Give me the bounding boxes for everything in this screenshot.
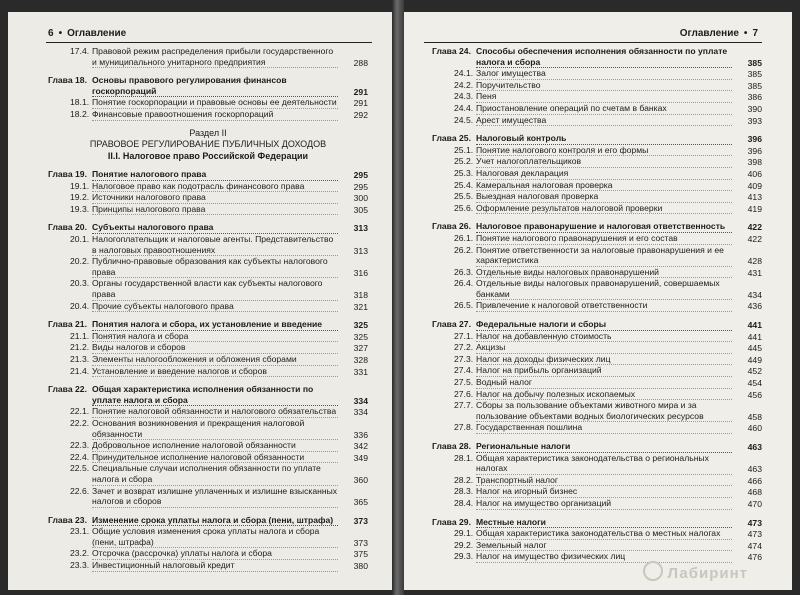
- toc-item[interactable]: [432, 475, 762, 487]
- toc-text: Правовой режим распределения прибыли государственного и муниципального унитарного предприятия: [92, 46, 338, 68]
- toc-item[interactable]: [48, 418, 368, 440]
- toc-item[interactable]: [48, 256, 368, 278]
- toc-number: 26.1.: [454, 232, 474, 243]
- toc-item[interactable]: [432, 80, 762, 92]
- toc-item[interactable]: [432, 498, 762, 510]
- toc-number: 24.2.: [454, 79, 474, 90]
- toc-chapter[interactable]: [432, 441, 762, 453]
- toc-number: 27.1.: [454, 330, 474, 341]
- toc-item[interactable]: [48, 331, 368, 343]
- toc-number: 24.5.: [454, 114, 474, 125]
- toc-chapter[interactable]: [48, 319, 368, 331]
- toc-text: Общая характеристика законодательства о местных налогах: [476, 528, 732, 540]
- toc-text: Налог на имущество физических лиц: [476, 551, 732, 563]
- toc-number: 22.5.: [70, 463, 90, 474]
- toc-number: 25.5.: [454, 191, 474, 202]
- toc-gap: [48, 121, 368, 128]
- toc-text: Акцизы: [476, 342, 732, 354]
- toc-number: 24.1.: [454, 68, 474, 79]
- toc-number: 21.4.: [70, 365, 90, 376]
- toc-gap: [48, 68, 368, 75]
- toc-page-number: 441: [747, 320, 762, 331]
- toc-item[interactable]: [432, 191, 762, 203]
- toc-text: Виды налогов и сборов: [92, 342, 338, 354]
- toc-number: Глава 19.: [48, 169, 87, 180]
- toc-text: Понятия налога и сбора, их установление и введение: [92, 319, 338, 331]
- section-heading: Раздел II: [189, 127, 227, 138]
- toc-item[interactable]: [432, 300, 762, 312]
- toc-page-number: 318: [353, 290, 368, 300]
- toc-chapter[interactable]: [432, 221, 762, 233]
- toc-number: Глава 23.: [48, 514, 87, 525]
- toc-number: 22.1.: [70, 406, 90, 417]
- toc-number: 28.4.: [454, 497, 474, 508]
- toc-number: 25.6.: [454, 202, 474, 213]
- toc-number: Глава 24.: [432, 46, 471, 56]
- toc-page-number: 398: [747, 157, 762, 168]
- toc-page-number: 288: [353, 57, 368, 68]
- toc-page-number: 454: [747, 378, 762, 389]
- toc-text: Государственная пошлина: [476, 422, 732, 434]
- toc-number: 18.2.: [70, 108, 90, 119]
- toc-gap: [48, 162, 368, 169]
- toc-text: Оформление результатов налоговой проверки: [476, 203, 732, 215]
- toc-text: Понятие госкорпорации и правовые основы ее деятельности: [92, 97, 337, 108]
- toc-page-number: 463: [747, 442, 762, 452]
- toc-number: 28.2.: [454, 474, 474, 485]
- toc-number: 25.2.: [454, 156, 474, 167]
- toc-chapter[interactable]: [48, 75, 368, 97]
- toc-number: Глава 20.: [48, 222, 87, 233]
- toc-page-number: 460: [747, 423, 762, 434]
- toc-item[interactable]: [432, 377, 762, 389]
- toc-page-number: 441: [747, 331, 762, 342]
- toc-text: Учет налогоплательщиков: [476, 156, 732, 168]
- toc-page-number: 466: [747, 475, 762, 486]
- toc-item[interactable]: [432, 91, 762, 103]
- toc-page-number: 470: [747, 498, 762, 509]
- toc-text: Налог на добычу полезных ископаемых: [476, 389, 732, 401]
- toc-page-number: 305: [353, 204, 368, 215]
- toc-text: Налог на доходы физических лиц: [476, 354, 732, 366]
- toc-number: 19.2.: [70, 192, 90, 203]
- toc-number: 22.6.: [70, 485, 90, 496]
- toc-item[interactable]: [432, 365, 762, 377]
- toc-item[interactable]: [432, 168, 762, 180]
- right-page: [404, 12, 792, 590]
- left-page-title: Оглавление: [67, 28, 127, 39]
- toc-item[interactable]: [432, 103, 762, 115]
- toc-text: Водный налог: [476, 377, 732, 389]
- toc-item[interactable]: [48, 366, 368, 378]
- right-toc: [432, 46, 762, 563]
- toc-page-number: 396: [747, 134, 762, 145]
- toc-item[interactable]: [432, 278, 762, 300]
- toc-page-number: 295: [353, 170, 368, 181]
- toc-number: 20.4.: [70, 300, 90, 311]
- toc-item[interactable]: [48, 354, 368, 366]
- toc-text: Публично-правовые образования как субъекты налогового права: [92, 256, 338, 278]
- toc-gap: [432, 434, 762, 441]
- toc-number: 25.4.: [454, 179, 474, 190]
- toc-text: Камеральная налоговая проверка: [476, 180, 732, 192]
- toc-chapter[interactable]: [48, 384, 368, 406]
- watermark-text: Лабиринт: [667, 565, 748, 582]
- toc-gap: [48, 377, 368, 384]
- toc-item[interactable]: [48, 342, 368, 354]
- toc-text: Общая характеристика законодательства о региональных налогах: [476, 453, 732, 475]
- toc-page-number: 458: [747, 411, 762, 422]
- owl-logo-icon: [643, 561, 663, 581]
- toc-text: Налоговое правонарушение и налоговая ответственность: [476, 221, 732, 233]
- toc-text: Поручительство: [476, 80, 732, 92]
- toc-text: Понятие налогового контроля и его формы: [476, 145, 732, 157]
- toc-gap: [48, 508, 368, 515]
- toc-item[interactable]: [432, 203, 762, 215]
- toc-item[interactable]: [432, 331, 762, 343]
- toc-page-number: 300: [353, 193, 368, 204]
- toc-item[interactable]: [432, 453, 762, 475]
- toc-number: 23.2.: [70, 548, 90, 559]
- toc-number: 29.2.: [454, 539, 474, 550]
- toc-item[interactable]: [48, 440, 368, 452]
- toc-text: Арест имущества: [476, 115, 732, 127]
- toc-item[interactable]: [48, 109, 368, 121]
- toc-item[interactable]: [432, 68, 762, 80]
- toc-number: 20.3.: [70, 278, 90, 289]
- toc-page-number: 473: [747, 529, 762, 540]
- toc-gap: [432, 312, 762, 319]
- toc-text: Выездная налоговая проверка: [476, 191, 732, 203]
- toc-page-number: 473: [747, 517, 762, 528]
- toc-page-number: 468: [747, 487, 762, 498]
- left-page: [8, 12, 392, 590]
- toc-text: Специальные случаи исполнения обязанности по уплате налога и сбора: [92, 463, 338, 485]
- left-header-rule: [46, 42, 372, 43]
- toc-item[interactable]: [48, 301, 368, 313]
- toc-item[interactable]: [48, 192, 368, 204]
- toc-chapter[interactable]: [48, 222, 368, 234]
- toc-text: Сборы за пользование объектами животного мира и за пользование объектами водных биологических ресурсов: [476, 400, 732, 422]
- toc-number: 20.1.: [70, 234, 90, 245]
- toc-page-number: 328: [353, 354, 368, 365]
- toc-item[interactable]: [48, 204, 368, 216]
- toc-text: Федеральные налоги и сборы: [476, 319, 732, 331]
- toc-text: Отдельные виды налоговых правонарушений: [476, 267, 732, 279]
- toc-item[interactable]: [432, 422, 762, 434]
- toc-number: Глава 21.: [48, 319, 87, 330]
- toc-page-number: 449: [747, 354, 762, 365]
- toc-page-number: 334: [353, 395, 368, 406]
- toc-number: 25.3.: [454, 167, 474, 178]
- toc-number: 27.5.: [454, 377, 474, 388]
- toc-page-number: 396: [747, 145, 762, 156]
- toc-number: 20.2.: [70, 256, 90, 267]
- toc-page-number: 295: [353, 181, 368, 192]
- toc-number: 27.7.: [454, 400, 474, 411]
- toc-item[interactable]: [48, 278, 368, 300]
- toc-text: Налог на добавленную стоимость: [476, 331, 732, 343]
- toc-item[interactable]: [432, 486, 762, 498]
- toc-page-number: 313: [353, 223, 368, 234]
- toc-item[interactable]: [48, 526, 368, 548]
- toc-page-number: 325: [353, 331, 368, 342]
- toc-text: Изменение срока уплаты налога и сбора (пени, штрафа): [92, 515, 338, 527]
- toc-number: 23.1.: [70, 526, 90, 537]
- toc-number: 26.2.: [454, 244, 474, 255]
- toc-item[interactable]: [48, 548, 368, 560]
- toc-page-number: 393: [747, 115, 762, 126]
- toc-number: 21.2.: [70, 342, 90, 353]
- toc-page-number: 390: [747, 103, 762, 114]
- toc-text: Приостановление операций по счетам в банках: [476, 103, 732, 115]
- toc-page-number: 365: [353, 497, 368, 508]
- toc-page-number: 313: [353, 245, 368, 256]
- toc-item[interactable]: [432, 245, 762, 267]
- toc-item[interactable]: [48, 406, 368, 418]
- toc-text: Финансовые правоотношения госкорпораций: [92, 109, 338, 121]
- toc-text: Залог имущества: [476, 68, 732, 80]
- book-gutter: [392, 0, 404, 595]
- toc-chapter[interactable]: [48, 515, 368, 527]
- toc-text: Налог на игорный бизнес: [476, 486, 732, 498]
- toc-number: 25.1.: [454, 144, 474, 155]
- toc-text: Местные налоги: [476, 517, 732, 529]
- toc-page-number: 336: [353, 429, 368, 440]
- toc-page-number: 334: [353, 407, 368, 418]
- toc-item[interactable]: [48, 560, 368, 572]
- toc-page-number: 406: [747, 168, 762, 179]
- toc-page-number: 386: [747, 92, 762, 103]
- toc-number: 21.1.: [70, 330, 90, 341]
- toc-page-number: 385: [747, 57, 762, 68]
- toc-page-number: 431: [747, 267, 762, 278]
- toc-text: Налоговое право как подотрасль финансового права: [92, 181, 338, 193]
- toc-text: Основы правового регулирования финансов госкорпораций: [92, 75, 338, 97]
- toc-page-number: 456: [747, 389, 762, 400]
- toc-item[interactable]: [432, 145, 762, 157]
- toc-item[interactable]: [432, 540, 762, 552]
- toc-chapter[interactable]: [48, 169, 368, 181]
- toc-number: 22.2.: [70, 417, 90, 428]
- toc-gap: [48, 215, 368, 222]
- toc-page-number: 419: [747, 203, 762, 214]
- toc-page-number: 373: [353, 537, 368, 548]
- toc-page-number: 291: [353, 86, 368, 97]
- toc-text: Основания возникновения и прекращения налоговой обязанности: [92, 418, 338, 440]
- toc-page-number: 385: [747, 80, 762, 91]
- toc-chapter[interactable]: [432, 319, 762, 331]
- toc-number: 29.3.: [454, 551, 474, 562]
- toc-item[interactable]: [432, 180, 762, 192]
- toc-text: Органы государственной власти как субъекты налогового права: [92, 278, 338, 300]
- toc-page-number: 349: [353, 452, 368, 463]
- toc-item[interactable]: [48, 234, 368, 256]
- toc-page-number: 385: [747, 69, 762, 80]
- toc-page-number: 292: [353, 109, 368, 120]
- toc-page-number: 422: [747, 222, 762, 233]
- toc-page-number: 373: [353, 515, 368, 526]
- toc-number: 22.3.: [70, 440, 90, 451]
- toc-text: Принудительное исполнение налоговой обязанности: [92, 452, 338, 464]
- toc-page-number: 463: [747, 464, 762, 475]
- toc-number: 27.4.: [454, 365, 474, 376]
- toc-item[interactable]: [432, 528, 762, 540]
- toc-page-number: 409: [747, 180, 762, 191]
- toc-text: Общая характеристика исполнения обязанности по уплате налога и сбора: [92, 384, 338, 406]
- toc-text: Отсрочка (рассрочка) уплаты налога и сбора: [92, 548, 338, 560]
- toc-text: Принципы налогового права: [92, 204, 338, 216]
- toc-text: Привлечение к налоговой ответственности: [476, 300, 732, 312]
- toc-text: Источники налогового права: [92, 192, 338, 204]
- toc-number: 26.3.: [454, 266, 474, 277]
- toc-item[interactable]: [432, 342, 762, 354]
- toc-number: 22.4.: [70, 451, 90, 462]
- toc-item[interactable]: [432, 267, 762, 279]
- toc-number: 27.6.: [454, 388, 474, 399]
- toc-text: Субъекты налогового права: [92, 222, 338, 234]
- toc-item[interactable]: [432, 389, 762, 401]
- toc-text: Понятие налогового правонарушения и его состав: [476, 233, 732, 245]
- toc-text: Установление и введение налогов и сборов: [92, 366, 338, 378]
- toc-page-number: 445: [747, 343, 762, 354]
- toc-number: Глава 18.: [48, 75, 87, 86]
- toc-text: Понятие налогового права: [92, 169, 338, 181]
- toc-number: 26.4.: [454, 278, 474, 289]
- toc-item[interactable]: [432, 354, 762, 366]
- toc-text: Инвестиционный налоговый кредит: [92, 560, 338, 572]
- toc-page-number: 428: [747, 256, 762, 267]
- toc-number: 21.3.: [70, 353, 90, 364]
- toc-item[interactable]: [432, 115, 762, 127]
- toc-item[interactable]: [48, 181, 368, 193]
- toc-number: 17.4.: [70, 46, 90, 56]
- toc-number: Глава 22.: [48, 384, 87, 395]
- toc-text: Зачет и возврат излишне уплаченных и излишне взысканных налогов и сборов: [92, 485, 338, 507]
- right-page-number: 7: [752, 28, 758, 39]
- toc-text: Пеня: [476, 91, 732, 103]
- toc-item[interactable]: [432, 400, 762, 422]
- section-heading: II.I. Налоговое право Российской Федерации: [107, 150, 309, 161]
- toc-item[interactable]: [48, 97, 368, 109]
- toc-chapter[interactable]: [432, 133, 762, 145]
- toc-text: Элементы налогообложения и обложения сборами: [92, 354, 338, 366]
- toc-text: Отдельные виды налоговых правонарушений, совершаемых банками: [476, 278, 732, 300]
- toc-text: Понятие налоговой обязанности и налогового обязательства: [92, 406, 337, 417]
- toc-number: Глава 26.: [432, 221, 471, 232]
- toc-number: Глава 28.: [432, 441, 471, 451]
- toc-number: 28.1.: [454, 452, 474, 463]
- toc-page-number: 375: [353, 549, 368, 560]
- toc-number: 27.3.: [454, 353, 474, 364]
- toc-page-number: 321: [353, 301, 368, 312]
- toc-text: Добровольное исполнение налоговой обязанности: [92, 440, 338, 452]
- toc-number: 28.3.: [454, 486, 474, 497]
- right-page-title: Оглавление: [679, 28, 739, 39]
- toc-text: Способы обеспечения исполнения обязанности по уплате налога и сбора: [476, 46, 732, 68]
- toc-number: 18.1.: [70, 97, 90, 108]
- left-toc: [48, 46, 368, 572]
- toc-number: Глава 25.: [432, 133, 471, 144]
- toc-text: Земельный налог: [476, 540, 732, 552]
- left-page-number: 6: [48, 28, 54, 39]
- section-heading: ПРАВОВОЕ РЕГУЛИРОВАНИЕ ПУБЛИЧНЫХ ДОХОДОВ: [89, 139, 327, 150]
- toc-page-number: 342: [353, 441, 368, 452]
- toc-number: 26.5.: [454, 300, 474, 311]
- toc-page-number: 434: [747, 289, 762, 300]
- toc-page-number: 316: [353, 267, 368, 278]
- watermark: [643, 561, 748, 582]
- toc-text: Понятия налога и сбора: [92, 331, 338, 343]
- toc-item[interactable]: [432, 156, 762, 168]
- toc-gap: [48, 312, 368, 319]
- bullet-icon: •: [743, 28, 748, 39]
- toc-page-number: 380: [353, 561, 368, 572]
- toc-chapter[interactable]: [432, 517, 762, 529]
- toc-text: Налогоплательщик и налоговые агенты. Представительство в налоговых правоотношениях: [92, 234, 338, 256]
- toc-number: 24.3.: [454, 91, 474, 102]
- toc-page-number: 291: [353, 98, 368, 109]
- toc-text: Налог на имущество организаций: [476, 498, 732, 510]
- toc-number: 19.3.: [70, 203, 90, 214]
- toc-gap: [432, 126, 762, 133]
- toc-page-number: 452: [747, 366, 762, 377]
- toc-item[interactable]: [48, 452, 368, 464]
- toc-gap: [432, 510, 762, 517]
- toc-page-number: 476: [747, 552, 762, 563]
- toc-text: Налоговый контроль: [476, 133, 732, 145]
- toc-text: Общие условия изменения срока уплаты налога и сбора (пени, штрафа): [92, 526, 338, 548]
- toc-page-number: 331: [353, 366, 368, 377]
- toc-item[interactable]: [48, 463, 368, 485]
- toc-page-number: 325: [353, 320, 368, 331]
- toc-number: Глава 29.: [432, 516, 471, 527]
- toc-page-number: 327: [353, 343, 368, 354]
- toc-page-number: 422: [747, 233, 762, 244]
- toc-page-number: 436: [747, 301, 762, 312]
- toc-number: 24.4.: [454, 102, 474, 113]
- toc-item[interactable]: [48, 46, 368, 68]
- toc-text: Понятие ответственности за налоговые правонарушения и ее характеристика: [476, 245, 732, 267]
- toc-text: Налог на прибыль организаций: [476, 365, 732, 377]
- right-header-rule: [424, 42, 762, 43]
- toc-number: 27.8.: [454, 422, 474, 433]
- toc-number: 19.1.: [70, 180, 90, 191]
- toc-text: Налоговая декларация: [476, 168, 732, 180]
- toc-page-number: 360: [353, 474, 368, 485]
- toc-text: Прочие субъекты налогового права: [92, 301, 338, 313]
- toc-number: Глава 27.: [432, 319, 471, 330]
- toc-page-number: 413: [747, 192, 762, 203]
- toc-number: 23.3.: [70, 560, 90, 571]
- toc-number: 27.2.: [454, 342, 474, 353]
- toc-page-number: 474: [747, 540, 762, 551]
- toc-number: 29.1.: [454, 528, 474, 539]
- toc-chapter[interactable]: [432, 46, 762, 68]
- right-page-header: [680, 28, 758, 39]
- toc-text: Региональные налоги: [476, 441, 732, 453]
- toc-gap: [432, 214, 762, 221]
- left-page-header: [48, 28, 126, 39]
- toc-item[interactable]: [48, 486, 368, 508]
- toc-text: Транспортный налог: [476, 475, 732, 487]
- toc-item[interactable]: [432, 233, 762, 245]
- bullet-icon: •: [58, 28, 63, 39]
